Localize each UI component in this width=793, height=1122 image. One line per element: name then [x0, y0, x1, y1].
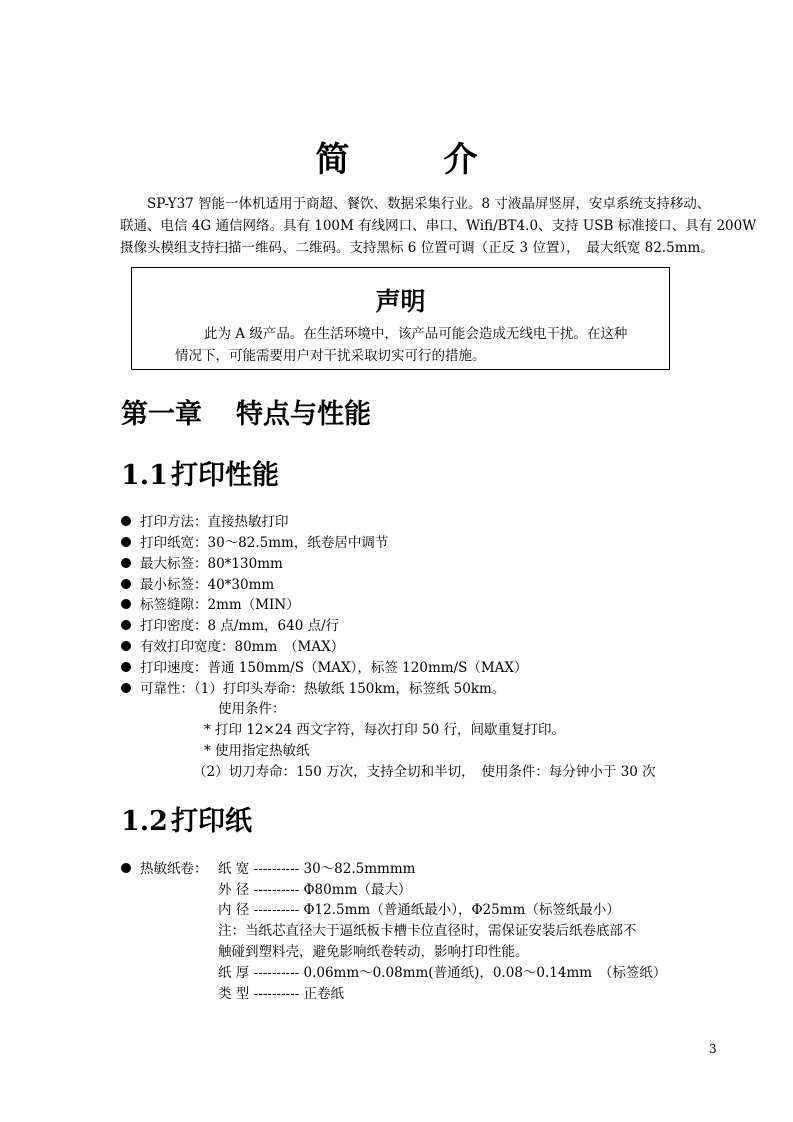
- reliability-cond: * 使用指定热敏纸: [204, 743, 310, 759]
- list-item: 可靠性：（1）打印头寿命：热敏纸 150km，标签纸 50km。: [121, 677, 505, 697]
- bullet-icon: [121, 599, 131, 609]
- chapter-number: 第一章: [121, 399, 202, 430]
- reliability-cond: * 打印 12×24 西文字符，每次打印 50 行，间歇重复打印。: [204, 722, 566, 738]
- intro-line: 联通、电信 4G 通信网络。具有 100M 有线网口、串口、Wifi/BT4.0、支持 USB 标准接口、具有 200W: [120, 218, 757, 234]
- section-title: 打印性能: [171, 460, 279, 491]
- bullet-icon: [121, 537, 131, 547]
- notice-line: 情况下，可能需要用户对干扰采取切实可行的措施。: [175, 348, 486, 364]
- paper-note: 注：当纸芯直径大于逼纸板卡槽卡位直径时，需保证安装后纸卷底部不: [218, 923, 637, 939]
- bullet-icon: [121, 579, 131, 589]
- section-heading: [121, 453, 279, 492]
- intro-line: 摄像头模组支持扫描一维码、二维码。支持黑标 6 位置可调（正反 3 位置）， 最大纸宽 82.5mm。: [120, 240, 714, 256]
- bullet-icon: [121, 620, 131, 630]
- list-item: 有效打印宽度：80mm （MAX）: [121, 635, 344, 655]
- notice-title: 声明: [375, 287, 426, 316]
- bullet-icon: [121, 863, 131, 873]
- section-heading: [121, 799, 252, 838]
- section-title: 打印纸: [171, 806, 252, 837]
- intro-paragraph: [120, 193, 757, 259]
- list-item: 最大标签：80*130mm: [121, 552, 283, 572]
- section-number: 1.1: [121, 460, 168, 491]
- list-item: 打印速度：普通 150mm/S（MAX），标签 120mm/S（MAX）: [121, 656, 528, 676]
- paper-spec-row: 纸 厚 ---------- 0.06mm～0.08mm(普通纸)，0.08～0.14mm （标签纸）: [218, 965, 667, 981]
- notice-line: 此为 A 级产品。在生活环境中，该产品可能会造成无线电干扰。在这种: [204, 326, 628, 342]
- notice-box: [131, 267, 670, 370]
- chapter-title: 特点与性能: [236, 399, 371, 430]
- bullet-icon: [121, 683, 131, 693]
- bullet-icon: [121, 558, 131, 568]
- paper-spec-row: 内 径 ---------- Φ12.5mm（普通纸最小），Φ25mm（标签纸最小）: [218, 902, 620, 918]
- list-item: 打印纸宽：30～82.5mm，纸卷居中调节: [121, 531, 388, 551]
- paper-spec-row: 类 型 ---------- 正卷纸: [218, 986, 344, 1002]
- bullet-icon: [121, 516, 131, 526]
- paper-label: 热敏纸卷：: [121, 857, 208, 877]
- bullet-icon: [121, 641, 131, 651]
- paper-spec-row: 纸 宽 ---------- 30～82.5mmmm: [218, 861, 416, 877]
- list-item: 标签缝隙：2mm（MIN）: [121, 593, 300, 613]
- list-item: 打印方法：直接热敏打印: [121, 510, 289, 530]
- chapter-heading: [121, 392, 371, 431]
- cutter-life: （2）切刀寿命：150 万次，支持全切和半切， 使用条件：每分钟小于 30 次: [193, 764, 656, 780]
- section-number: 1.2: [121, 806, 168, 837]
- paper-spec-row: 外 径 ---------- Φ80mm（最大）: [218, 882, 412, 898]
- intro-line: SP-Y37 智能一体机适用于商超、餐饮、数据采集行业。8 寸液晶屏竖屏，安卓系统支持移动、: [147, 196, 711, 212]
- page-number: 3: [709, 1042, 717, 1056]
- list-item: 打印密度：8 点/mm，640 点/行: [121, 614, 339, 634]
- bullet-icon: [121, 662, 131, 672]
- reliability-cond-label: 使用条件：: [218, 701, 286, 717]
- page-title: 简 介: [315, 140, 508, 180]
- paper-note: 触碰到塑料壳，避免影响纸卷转动，影响打印性能。: [218, 944, 529, 960]
- list-item: 最小标签：40*30mm: [121, 573, 274, 593]
